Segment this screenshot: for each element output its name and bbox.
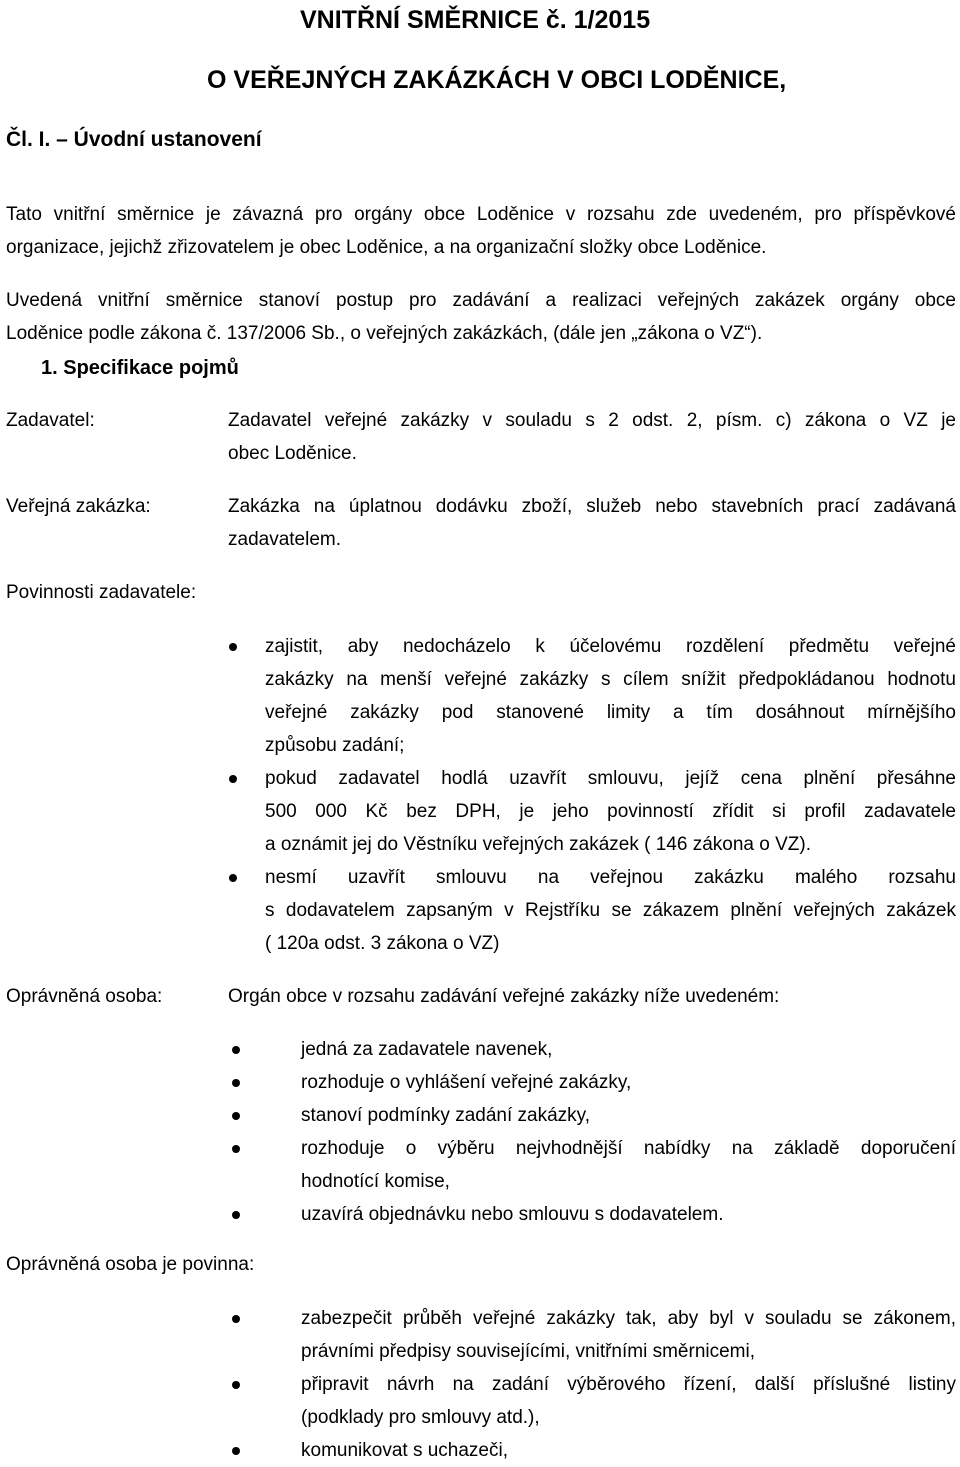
list-item-line: a oznámit jej do Věstníku veřejných zakázek ( 146 zákona o VZ). [265,834,811,855]
list-item-line: (podklady pro smlouvy atd.), [301,1407,540,1428]
definition-term-zadavatel: Zadavatel: [6,410,95,431]
list-item-line: stanoví podmínky zadání zakázky, [301,1105,591,1126]
section-heading: 1. Specifikace pojmů [41,357,239,379]
list-item-line: způsobu zadání; [265,735,405,756]
bullet-icon [232,1211,240,1219]
list-item-line: právními předpisy souvisejícími, vnitřními směrnicemi, [301,1341,756,1362]
list-item [228,1033,956,1066]
povinnosti-list [228,630,956,960]
document-title: VNITŘNÍ SMĚRNICE č. 1/2015 [300,6,651,34]
opravnena-osoba-povinna-list [228,1302,956,1467]
bullet-icon [229,874,237,882]
list-item-line: hodnotící komise, [301,1171,450,1192]
list-item [228,630,956,762]
list-item-line: zakázky na menší veřejné zakázky s cílem snížit předpokládanou hodnotu [265,669,956,690]
list-item [228,1099,956,1132]
list-item [228,1198,956,1231]
bullet-icon [229,775,237,783]
list-item-line: rozhoduje o vyhlášení veřejné zakázky, [301,1072,632,1093]
paragraph-line: Tato vnitřní směrnice je závazná pro orgány obce Loděnice v rozsahu zde uvedeném, pro příspěvkové [6,204,956,225]
bullet-icon [232,1447,240,1455]
opravnena-osoba-term: Oprávněná osoba: [6,986,163,1007]
bullet-icon [232,1079,240,1087]
list-item-line: připravit návrh na zadání výběrového řízení, další příslušné listiny [301,1374,956,1395]
list-item [228,1132,956,1198]
definition-line: Zadavatel veřejné zakázky v souladu s 2 odst. 2, písm. c) zákona o VZ je [228,410,956,431]
intro-paragraph-2 [6,284,956,350]
list-item-line: zajistit, aby nedocházelo k účelovému rozdělení předmětu veřejné [265,636,956,657]
bullet-icon [232,1112,240,1120]
list-item-line: zabezpečit průběh veřejné zakázky tak, aby byl v souladu se zákonem, [301,1308,956,1329]
list-item-line: pokud zadavatel hodlá uzavřít smlouvu, jejíž cena plnění přesáhne [265,768,956,789]
bullet-icon [232,1046,240,1054]
list-item [228,1434,956,1467]
bullet-icon [229,643,237,651]
list-item-line: s dodavatelem zapsaným v Rejstříku se zákazem plnění veřejných zakázek [265,900,956,921]
list-item-line: jedná za zadavatele navenek, [301,1039,553,1060]
list-item-line: komunikovat s uchazeči, [301,1440,508,1461]
list-item-line: ( 120a odst. 3 zákona o VZ) [265,933,500,954]
definition-text-verejna-zakazka [228,490,956,556]
paragraph-line: organizace, jejichž zřizovatelem je obec Loděnice, a na organizační složky obce Loděnice. [6,237,767,258]
list-item [228,861,956,960]
definition-line: zadavatelem. [228,529,342,550]
opravnena-osoba-povinna-heading: Oprávněná osoba je povinna: [6,1254,255,1275]
bullet-icon [232,1315,240,1323]
definition-line: Zakázka na úplatnou dodávku zboží, služeb nebo stavebních prací zadávaná [228,496,956,517]
article-heading: Čl. I. – Úvodní ustanovení [6,128,262,151]
opravnena-osoba-list [228,1033,956,1231]
definition-term-verejna-zakazka: Veřejná zakázka: [6,496,151,517]
list-item-line: uzavírá objednávku nebo smlouvu s dodavatelem. [301,1204,724,1225]
definition-text-zadavatel [228,404,956,470]
list-item-line: nesmí uzavřít smlouvu na veřejnou zakázku malého rozsahu [265,867,956,888]
list-item-line: rozhoduje o výběru nejvhodnější nabídky na základě doporučení [301,1138,956,1159]
document-subtitle: O VEŘEJNÝCH ZAKÁZKÁCH V OBCI LODĚNICE, [207,66,787,94]
list-item [228,1066,956,1099]
list-item-line: 500 000 Kč bez DPH, je jeho povinností zřídit si profil zadavatele [265,801,956,822]
list-item [228,1302,956,1368]
povinnosti-heading: Povinnosti zadavatele: [6,582,197,603]
list-item [228,1368,956,1434]
paragraph-line: Loděnice podle zákona č. 137/2006 Sb., o veřejných zakázkách, (dále jen „zákona o VZ“). [6,323,763,344]
list-item-line: veřejné zakázky pod stanovené limity a tím dosáhnout mírnějšího [265,702,956,723]
opravnena-osoba-text: Orgán obce v rozsahu zadávání veřejné zakázky níže uvedeném: [228,986,780,1007]
bullet-icon [232,1381,240,1389]
intro-paragraph-1 [6,198,956,264]
bullet-icon [232,1145,240,1153]
paragraph-line: Uvedená vnitřní směrnice stanoví postup pro zadávání a realizaci veřejných zakázek orgány obce [6,290,956,311]
list-item [228,762,956,861]
definition-line: obec Loděnice. [228,443,357,464]
